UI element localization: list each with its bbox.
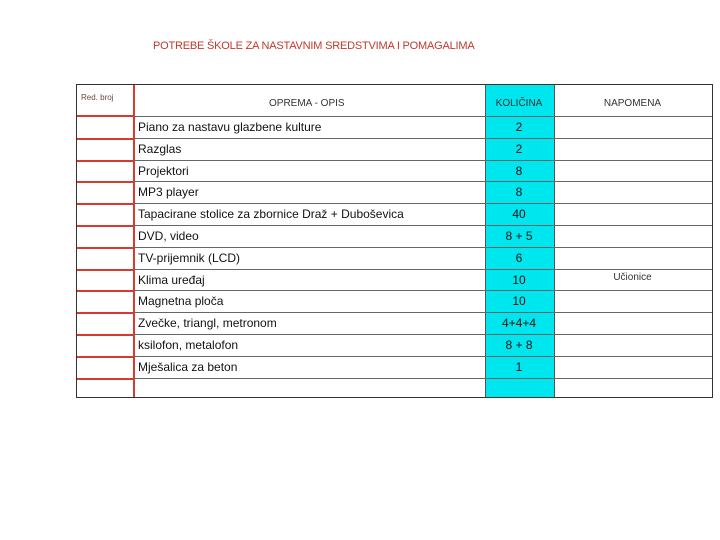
row-divider bbox=[133, 116, 712, 117]
header-divider bbox=[77, 115, 133, 117]
row-divider bbox=[77, 312, 133, 314]
row-divider bbox=[77, 356, 133, 358]
row-divider bbox=[133, 334, 712, 335]
row-divider bbox=[133, 312, 712, 313]
row-opis: MP3 player bbox=[138, 185, 199, 199]
row-opis: ksilofon, metalofon bbox=[138, 338, 239, 352]
row-opis: DVD, video bbox=[138, 229, 199, 243]
row-kolicina: 10 bbox=[512, 273, 526, 287]
row-divider bbox=[133, 378, 712, 379]
napomena-note: Učionice bbox=[613, 272, 652, 283]
row-kolicina: 8 + 5 bbox=[505, 229, 533, 243]
row-opis: Zvečke, triangl, metronom bbox=[138, 316, 277, 330]
row-kolicina: 10 bbox=[512, 294, 526, 308]
row-opis: Projektori bbox=[138, 164, 189, 178]
row-opis: Mješalica za beton bbox=[138, 360, 238, 374]
row-divider bbox=[133, 356, 712, 357]
row-divider bbox=[133, 181, 712, 182]
row-divider bbox=[77, 181, 133, 183]
row-kolicina: 8 bbox=[515, 185, 523, 199]
row-divider bbox=[133, 225, 712, 226]
row-divider bbox=[133, 290, 712, 291]
equipment-table bbox=[76, 84, 713, 398]
row-kolicina: 6 bbox=[515, 251, 523, 265]
row-opis: Klima uređaj bbox=[138, 273, 205, 287]
row-kolicina: 8 bbox=[515, 164, 523, 178]
row-divider bbox=[77, 138, 133, 140]
row-kolicina: 4+4+4 bbox=[501, 316, 537, 330]
row-opis: Tapacirane stolice za zbornice Draž + Duboševica bbox=[138, 207, 404, 221]
row-divider bbox=[77, 378, 133, 380]
row-opis: Magnetna ploča bbox=[138, 294, 224, 308]
row-divider bbox=[77, 269, 133, 271]
row-divider bbox=[77, 334, 133, 336]
row-divider bbox=[77, 160, 133, 162]
row-divider bbox=[133, 160, 712, 161]
row-divider bbox=[133, 269, 712, 270]
header-kolicina: KOLIČINA bbox=[495, 98, 543, 109]
page-title: POTREBE ŠKOLE ZA NASTAVNIM SREDSTVIMA I POMAGALIMA bbox=[153, 40, 475, 52]
row-divider bbox=[77, 225, 133, 227]
row-divider bbox=[77, 290, 133, 292]
row-kolicina: 1 bbox=[515, 360, 523, 374]
row-kolicina: 8 + 8 bbox=[505, 338, 533, 352]
header-opis: OPREMA - OPIS bbox=[269, 98, 345, 109]
header-red-broj: Red. broj bbox=[81, 93, 114, 102]
row-divider bbox=[133, 203, 712, 204]
header-napomena: NAPOMENA bbox=[603, 98, 662, 109]
row-opis: Piano za nastavu glazbene kulture bbox=[138, 120, 322, 134]
row-divider bbox=[77, 203, 133, 205]
row-divider bbox=[133, 247, 712, 248]
row-divider bbox=[133, 138, 712, 139]
row-opis: TV-prijemnik (LCD) bbox=[138, 251, 241, 265]
column-red-broj bbox=[77, 85, 135, 397]
row-kolicina: 40 bbox=[512, 207, 526, 221]
row-opis: Razglas bbox=[138, 142, 182, 156]
column-napomena bbox=[553, 85, 712, 397]
row-divider bbox=[77, 247, 133, 249]
row-kolicina: 2 bbox=[515, 120, 523, 134]
row-kolicina: 2 bbox=[515, 142, 523, 156]
